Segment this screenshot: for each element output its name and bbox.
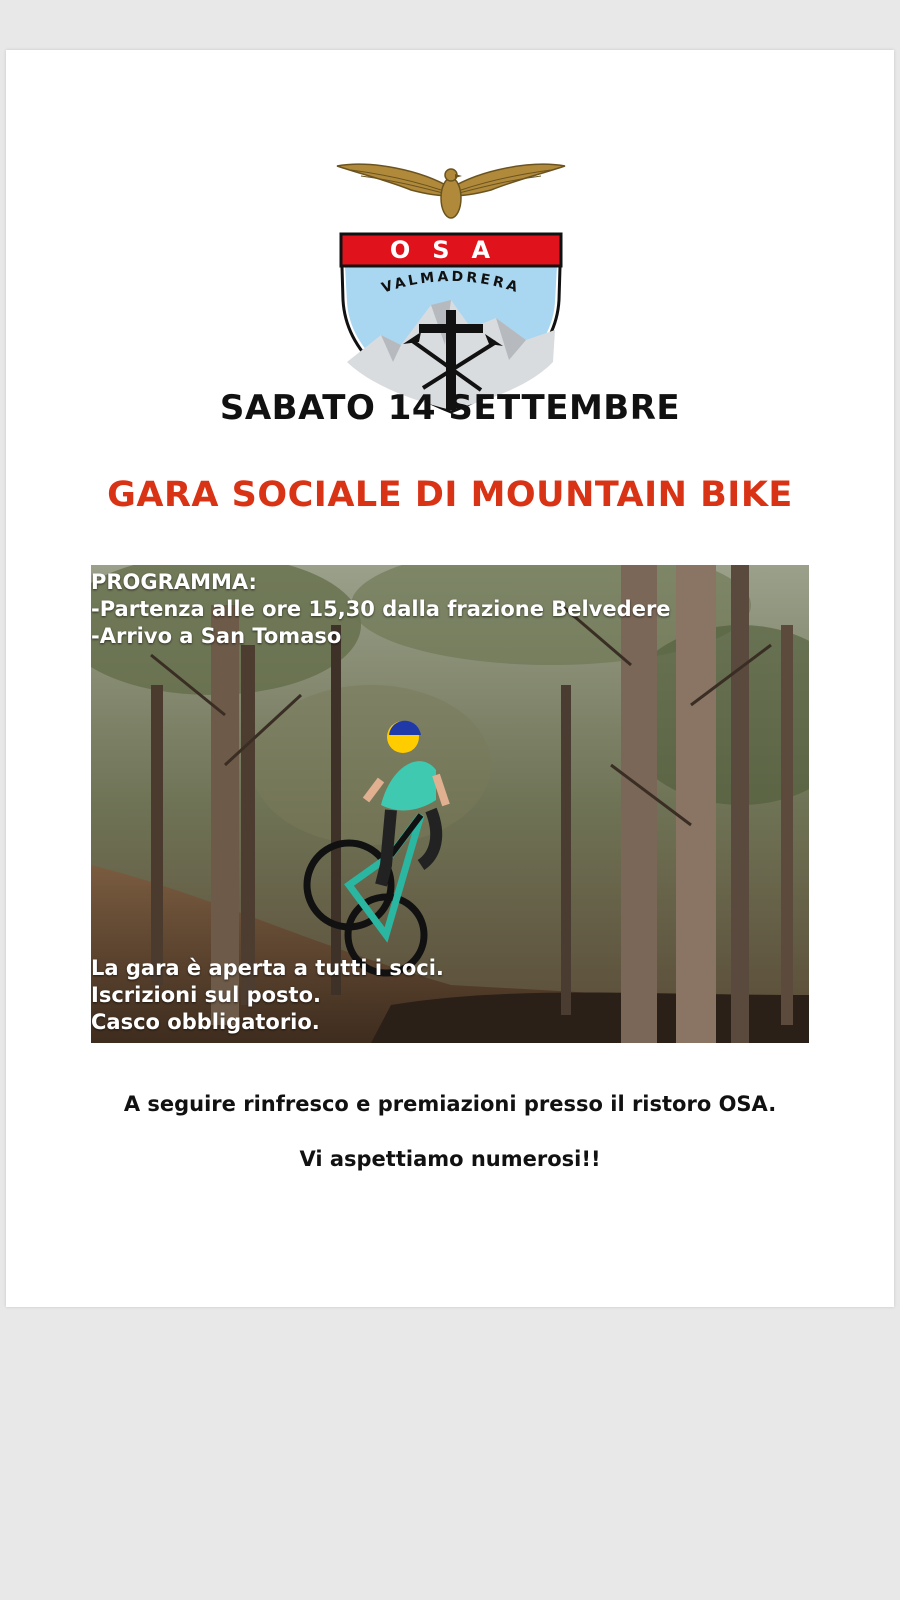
mountain-biker-photo [91, 565, 809, 1043]
osa-valmadrera-logo [331, 130, 571, 420]
info-overlay [91, 955, 444, 1036]
program-start: -Partenza alle ore 15,30 dalla frazione Belvedere [91, 597, 671, 621]
closing-invite: Vi aspettiamo numerosi!! [299, 1147, 601, 1171]
program-overlay [91, 569, 671, 650]
event-title: GARA SOCIALE DI MOUNTAIN BIKE [107, 475, 793, 515]
logo-osa-text: OSA [389, 236, 513, 264]
refreshment-note: A seguire rinfresco e premiazioni presso il ristoro OSA. [123, 1092, 777, 1116]
program-finish: -Arrivo a San Tomaso [91, 624, 342, 648]
info-open-to-members: La gara è aperta a tutti i soci. [91, 956, 444, 980]
info-registration: Iscrizioni sul posto. [91, 983, 321, 1007]
poster-page [6, 50, 894, 1307]
program-heading: PROGRAMMA: [91, 570, 257, 594]
event-date: SABATO 14 SETTEMBRE [219, 388, 681, 428]
info-helmet: Casco obbligatorio. [91, 1010, 320, 1034]
logo-valmadrera-text: VALMADRERA [379, 268, 523, 297]
